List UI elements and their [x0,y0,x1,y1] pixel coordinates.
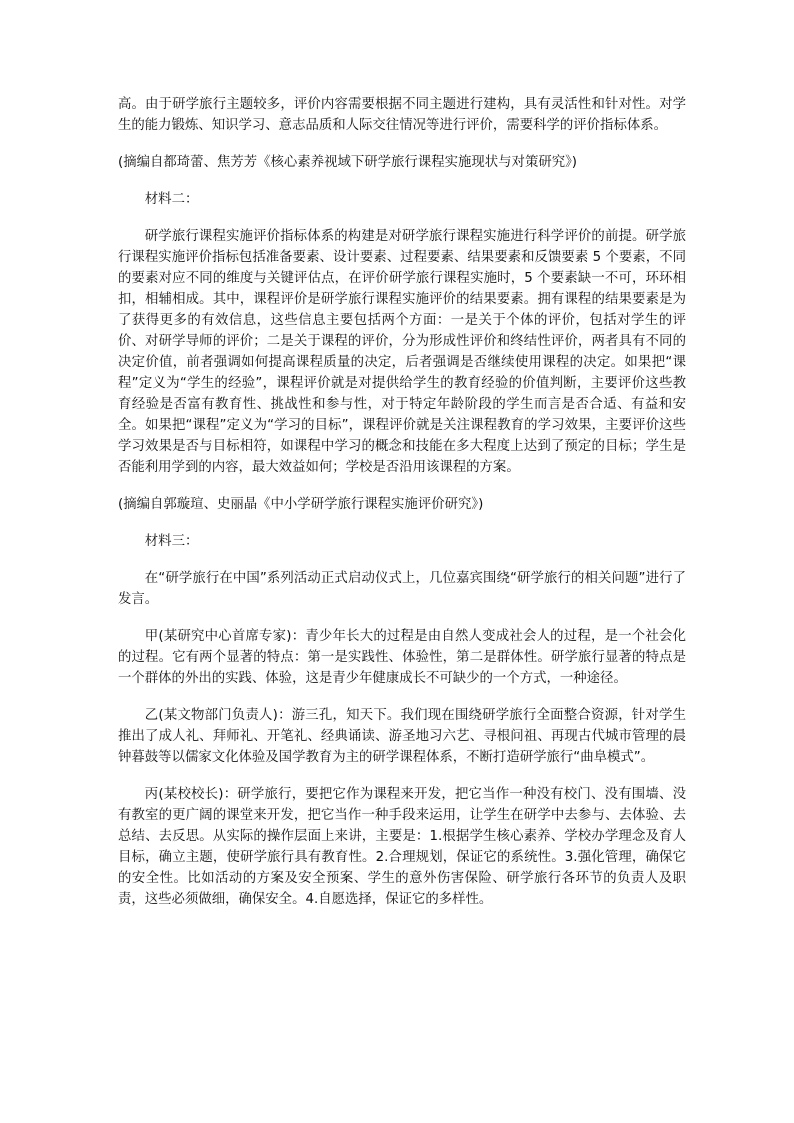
material-two-heading: 材料二： [144,192,199,207]
source-citation-two: (摘编自郭璇瑄、史丽晶《中小学研学旅行课程实施评价研究》) [118,497,484,512]
paragraph-speaker-jia: 甲(某研究中心首席专家)：青少年长大的过程是由自然人变成社会人的过程，是一个社会化的过程。它有两个显著的特点：第一是实践性、体验性，第二是群体性。研学旅行显著的特点是一个群体的外出的实践、体验，这是青少年健康成长不可缺少的一个方式，一种途径。 [118,629,686,686]
paragraph-material-three-intro: 在“研学旅行在中国”系列活动正式启动仪式上，几位嘉宾围绕“研学旅行的相关问题”进行了发言。 [118,571,686,607]
paragraph-speaker-bing: 丙(某校校长)：研学旅行，要把它作为课程来开发，把它当作一种没有校门、没有围墙、没有教室的更广阔的课堂来开发，把它当作一种手段来运用，让学生在研学中去参与、去体验、去总结、去反思。从实际的操作层面上来讲，主要是：1.根据学生核心素养、学校办学理念及育人目标，确立主题，使研学旅行具有教育性。2.合理规划，保证它的系统性。3.强化管理，确保它的安全性。比如活动的方案及安全预案、学生的意外伤害保险、研学旅行各环节的负责人及职责，这些必须做细，确保安全。4.自愿选择，保证它的多样性。 [118,787,686,907]
paragraph-material-one-end: 高。由于研学旅行主题较多，评价内容需要根据不同主题进行建构，具有灵活性和针对性。对学生的能力锻炼、知识学习、意志品质和人际交往情况等进行评价，需要科学的评价指标体系。 [118,97,686,133]
source-citation-one: (摘编自都琦蕾、焦芳芳《核心素养视域下研学旅行课程实施现状与对策研究》) [118,155,578,170]
material-three-heading: 材料三： [144,534,199,549]
document-page [118,94,686,926]
paragraph-material-two: 研学旅行课程实施评价指标体系的构建是对研学旅行课程实施进行科学评价的前提。研学旅行课程实施评价指标包括准备要素、设计要素、过程要素、结果要素和反馈要素 5 个要素，不同的要素对应不同的维度与关键评估点，在评价研学旅行课程实施时，5 个要素缺一不可，环环相扣，相辅相成。其中，课程评价是研学旅行课程实施评价的结果要素。拥有课程的结果要素是为了获得更多的有效信息，这些信息主要包括两个方面：一是关于个体的评价，包括对学生的评价、对研学导师的评价；二是关于课程的评价，分为形成性评价和终结性评价，两者具有不同的决定价值，前者强调如何提高课程质量的决定，后者强调是否继续使用课程的决定。如果把“课程”定义为“学生的经验”，课程评价就是对提供给学生的教育经验的价值判断，主要评价这些教育经验是否富有教育性、挑战性和参与性，对于特定年龄阶段的学生而言是否合适、有益和安全。如果把“课程”定义为“学习的目标”，课程评价就是关注课程教育的学习效果，主要评价这些学习效果是否与目标相符，如课程中学习的概念和技能在多大程度上达到了预定的目标；学生是否能利用学到的内容，最大效益如何；学校是否沿用该课程的方案。 [118,229,686,475]
paragraph-speaker-yi: 乙(某文物部门负责人)：游三孔，知天下。我们现在围绕研学旅行全面整合资源，针对学生推出了成人礼、拜师礼、开笔礼、经典诵读、游圣地习六艺、寻根问祖、再现古代城市管理的晨钟暮鼓等以儒家文化体验及国学教育为主的研学课程体系，不断打造研学旅行“曲阜模式”。 [118,708,686,765]
